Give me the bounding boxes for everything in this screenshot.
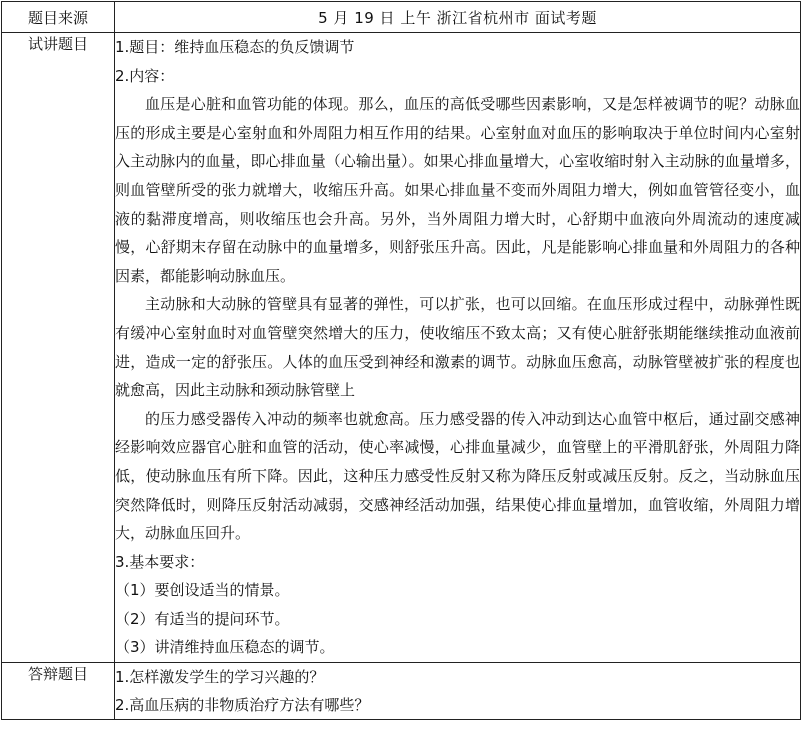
defense-label: 答辩题目 — [2, 663, 115, 720]
content-paragraph-1: 血压是心脏和血管功能的体现。那么，血压的高低受哪些因素影响，又是怎样被调节的呢？动脉血压的形成主要是心室射血和外周阻力相互作用的结果。心室射血对血压的影响取决于单位时间内心室射入主动脉内的血量，即心排血量（心输出量）。如果心排血量增大，心室收缩时射入主动脉的血量增多，则血管壁所受的张力就增大，收缩压升高。如果心排血量不变而外周阻力增大，例如血管管径变小，血液的黏滞度增高，则收缩压也会升高。另外，当外周阻力增大时，心舒期中血液向外周流动的速度减慢，心舒期末存留在动脉中的血量增多，则舒张压升高。因此，凡是能影响心排血量和外周阻力的各种因素，都能影响动脉血压。 — [115, 95, 800, 285]
source-label: 题目来源 — [2, 2, 115, 33]
defense-question-1: 1.怎样激发学生的学习兴趣的？ — [115, 668, 325, 687]
requirements-heading: 3.基本要求： — [115, 552, 205, 571]
defense-question-2: 2.高血压病的非物质治疗方法有哪些？ — [115, 696, 370, 715]
lecture-label: 试讲题目 — [2, 33, 115, 663]
requirement-item-3: （3）讲清维持血压稳态的调节。 — [115, 638, 335, 657]
requirement-item-2: （2）有适当的提问环节。 — [115, 609, 290, 628]
content-heading: 2.内容： — [115, 66, 175, 85]
content-paragraph-2: 主动脉和大动脉的管壁具有显著的弹性，可以扩张，也可以回缩。在血压形成过程中，动脉弹性既有缓冲心室射血时对血管壁突然增大的压力，使收缩压不致太高；又有使心脏舒张期能继续推动血液前进，造成一定的舒张压。人体的血压受到神经和激素的调节。动脉血压愈高，动脉管壁被扩张的程度也就愈高，因此主动脉和颈动脉管壁上 — [115, 295, 800, 400]
defense-row — [2, 663, 801, 720]
lecture-content — [115, 33, 801, 663]
exam-question-table — [1, 1, 801, 720]
lecture-row — [2, 33, 801, 663]
defense-content — [115, 663, 801, 720]
header-row — [2, 2, 801, 33]
source-title: 5 月 19 日 上午 浙江省杭州市 面试考题 — [115, 2, 801, 33]
requirement-item-1: （1）要创设适当的情景。 — [115, 581, 290, 600]
lecture-topic: 1.题目：维持血压稳态的负反馈调节 — [115, 38, 355, 56]
content-paragraph-3: 的压力感受器传入冲动的频率也就愈高。压力感受器的传入冲动到达心血管中枢后，通过副交感神经影响效应器官心脏和血管的活动，使心率减慢，心排血量减少，血管壁上的平滑肌舒张，外周阻力降低，使动脉血压有所下降。因此，这种压力感受性反射又称为降压反射或减压反射。反之，当动脉血压突然降低时，则降压反射活动减弱，交感神经活动加强，结果使心排血量增加，血管收缩，外周阻力增大，动脉血压回升。 — [115, 409, 800, 543]
